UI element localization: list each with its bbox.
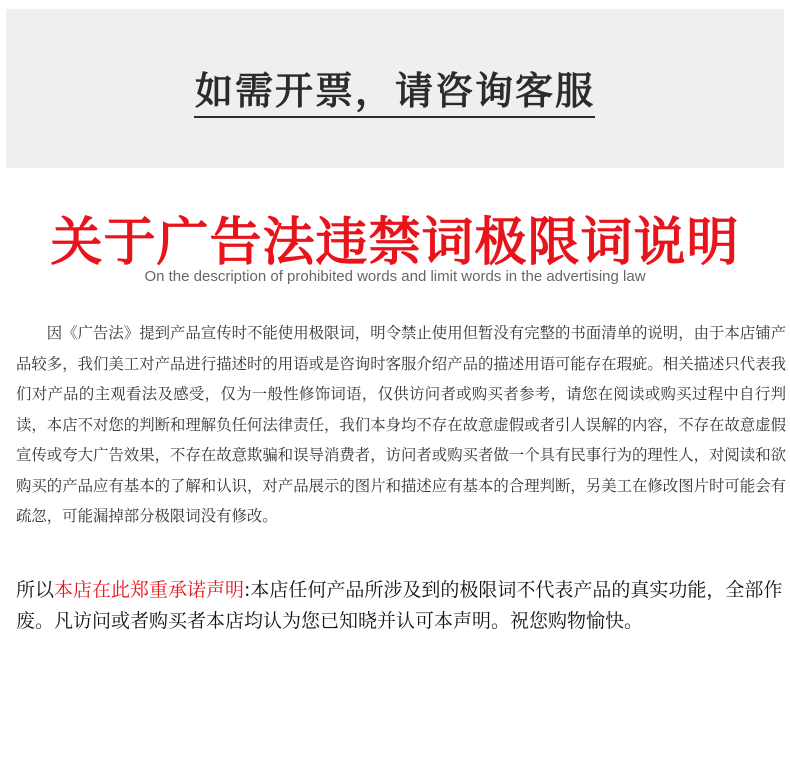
invoice-banner-title: 如需开票，请咨询客服 xyxy=(194,69,595,113)
notice-subtitle: On the description of prohibited words and limit words in the advertising law xyxy=(144,268,646,285)
notice-title: 关于广告法违禁词极限词说明 xyxy=(50,213,740,273)
notice-statement xyxy=(16,575,786,637)
statement-prefix: 所以 xyxy=(16,579,55,601)
statement-rest: :本店任何产品所涉及到的极限词不代表产品的真实功能，全部作废。凡访问或者购买者本店均认为您已知晓并认可本声明。祝您购物愉快。 xyxy=(16,579,783,632)
statement-highlight: 本店在此郑重承诺声明 xyxy=(54,579,245,601)
notice-body: 因《广告法》提到产品宣传时不能使用极限词，明令禁止使用但暂没有完整的书面清单的说明，由于本店铺产品较多，我们美工对产品进行描述时的用语或是咨询时客服介绍产品的描述用语可能存在瑕疵。相关描述只代表我们对产品的主观看法及感受，仅为一般性修饰词语，仅供访问者或购买者参考，请您在阅读或购买过程中自行判读，本店不对您的判断和理解负任何法律责任，我们本身均不存在故意虚假或者引人误解的内容，不存在故意虚假宣传或夸大广告效果，不存在故意欺骗和误导消费者，访问者或购买者做一个具有民事行为的理性人，对阅读和欲购买的产品应有基本的了解和认识，对产品展示的图片和描述应有基本的合理判断，另美工在修改图片时可能会有疏忽，可能漏掉部分极限词没有修改。 xyxy=(16,324,786,525)
banner-underline xyxy=(194,116,595,118)
